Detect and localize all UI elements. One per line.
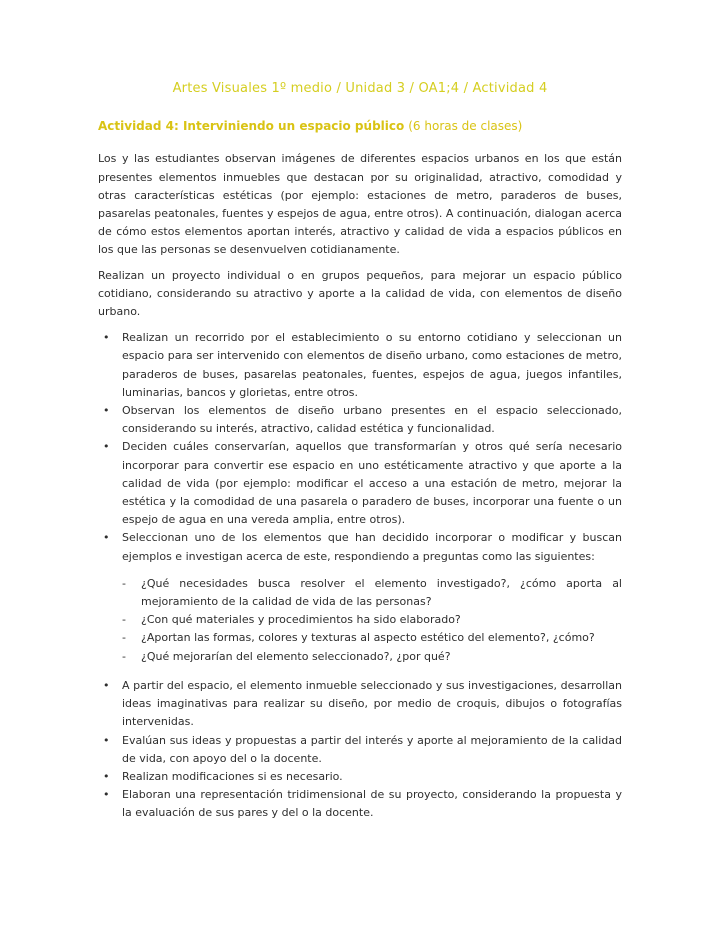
bullet-icon: • xyxy=(103,531,110,545)
bullet-icon: • xyxy=(103,678,110,692)
step-text: Realizan modificaciones si es necesario. xyxy=(122,769,343,783)
dash-icon: - xyxy=(122,576,126,590)
page-title: Artes Visuales 1º medio / Unidad 3 / OA1;4 / Actividad 4 xyxy=(172,81,548,96)
list-item xyxy=(98,611,622,629)
question-text: ¿Con qué materiales y procedimientos ha sido elaborado? xyxy=(141,613,461,627)
step-text: Realizan un recorrido por el establecimiento o su entorno cotidiano y seleccionan un espacio para ser intervenido con elementos de diseño urbano, como estaciones de metro, paraderos de buses, pasarelas peatonales, fuentes, espejos de agua, juegos infantiles, luminarias, bancos y glorietas, entre otros. xyxy=(122,331,622,399)
question-text: ¿Qué mejorarían del elemento seleccionado?, ¿por qué? xyxy=(141,649,451,663)
list-item xyxy=(98,575,622,611)
step-text: Deciden cuáles conservarían, aquellos que transformarían y otros qué sería necesario incorporar para convertir ese espacio en uno estéticamente atractivo y que aporte a la calidad de vida (por ejemplo: modificar el acceso a una estación de metro, mejorar la estética y la comodidad de una pasarela o paradero de buses, incorporar una fuente o un espejo de agua en una vereda amplia, entre otros). xyxy=(122,440,622,527)
list-item xyxy=(98,629,622,647)
list-item xyxy=(98,786,622,822)
bullet-icon: • xyxy=(103,788,110,802)
activity-heading-label: Actividad 4: Interviniendo un espacio público xyxy=(98,119,405,134)
bullet-icon: • xyxy=(103,733,110,747)
list-item xyxy=(98,329,622,402)
dash-icon: - xyxy=(122,649,126,663)
activity-duration: (6 horas de clases) xyxy=(408,119,523,134)
dash-icon: - xyxy=(122,613,126,627)
list-item xyxy=(98,677,622,732)
question-text: ¿Qué necesidades busca resolver el elemento investigado?, ¿cómo aporta al mejoramiento de la calidad de vida de las personas? xyxy=(141,576,622,609)
bullet-icon: • xyxy=(103,769,110,783)
list-item xyxy=(98,529,622,565)
step-text: Evalúan sus ideas y propuestas a partir del interés y aporte al mejoramiento de la calidad de vida, con apoyo del o la docente. xyxy=(122,733,622,765)
bullet-icon: • xyxy=(103,404,110,418)
step-text: Seleccionan uno de los elementos que han decidido incorporar o modificar y buscan ejemplos e investigan acerca de este, respondiendo a preguntas como las siguientes: xyxy=(122,531,622,563)
list-item xyxy=(98,648,622,666)
list-item xyxy=(98,402,622,438)
intro-paragraph: Los y las estudiantes observan imágenes de diferentes espacios urbanos en los que están presentes elementos inmuebles que destacan por su originalidad, atractivo, comodidad y otras características estéticas (por ejemplo: estaciones de metro, paraderos de buses, pasarelas peatonales, fuentes y espejos de agua, entre otros). A continuación, dialogan acerca de cómo estos elementos aportan interés, atractivo y calidad de vida a espacios públicos en los que las personas se desenvuelven cotidianamente. xyxy=(98,152,622,257)
guiding-questions-list xyxy=(98,575,622,666)
activity-heading xyxy=(98,117,622,135)
bullet-icon: • xyxy=(103,440,110,454)
step-text: A partir del espacio, el elemento inmueble seleccionado y sus investigaciones, desarrollan ideas imaginativas para realizar su diseño, por medio de croquis, dibujos o fotografías intervenidas. xyxy=(122,678,622,729)
dash-icon: - xyxy=(122,631,126,645)
closing-steps-list xyxy=(98,677,622,823)
activity-steps-list xyxy=(98,329,622,566)
step-text: Observan los elementos de diseño urbano presentes en el espacio seleccionado, considerando su interés, atractivo, calidad estética y funcionalidad. xyxy=(122,404,622,436)
list-item xyxy=(98,768,622,786)
step-text: Elaboran una representación tridimensional de su proyecto, considerando la propuesta y la evaluación de sus pares y del o la docente. xyxy=(122,788,622,820)
list-item xyxy=(98,732,622,768)
project-paragraph: Realizan un proyecto individual o en grupos pequeños, para mejorar un espacio público cotidiano, considerando su atractivo y aporte a la calidad de vida, con elementos de diseño urbano. xyxy=(98,268,622,319)
list-item xyxy=(98,438,622,529)
bullet-icon: • xyxy=(103,331,110,345)
question-text: ¿Aportan las formas, colores y texturas al aspecto estético del elemento?, ¿cómo? xyxy=(141,631,595,645)
